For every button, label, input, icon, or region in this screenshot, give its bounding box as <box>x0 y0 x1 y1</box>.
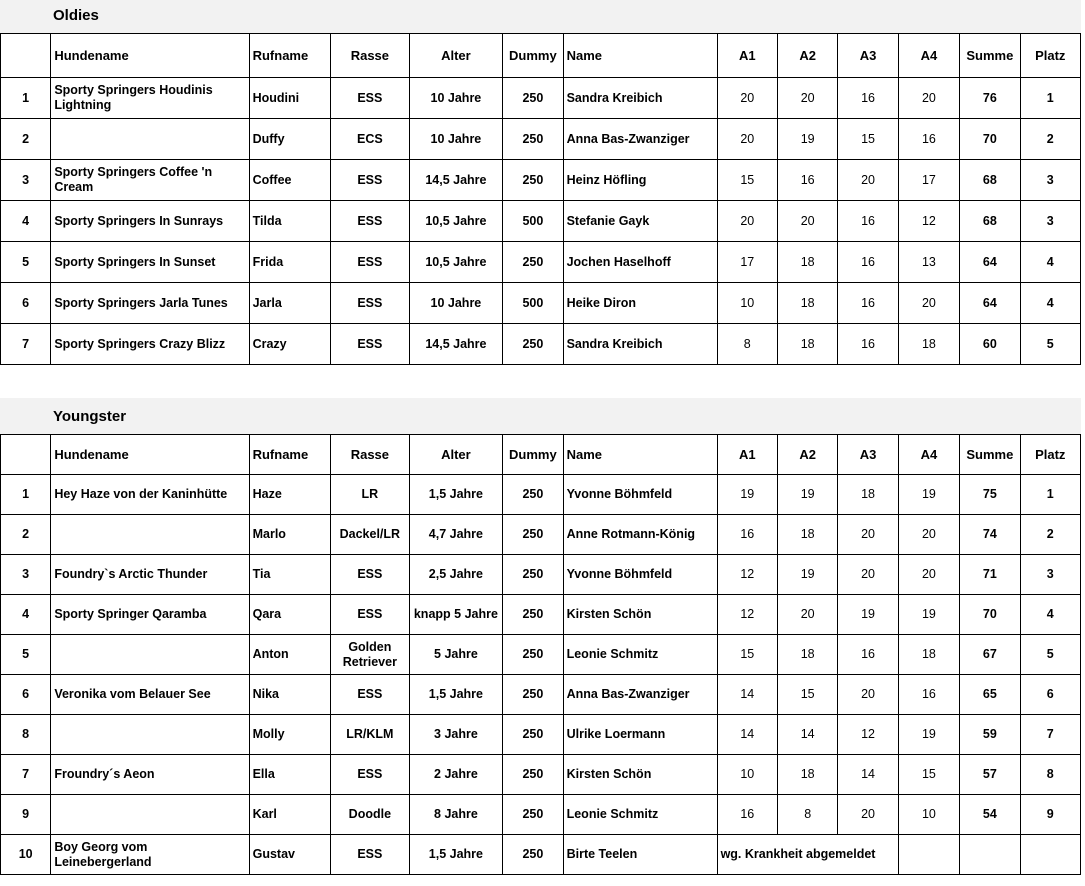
cell-rufname: Coffee <box>249 160 331 201</box>
cell-a4: 15 <box>898 755 959 795</box>
cell-rasse: ESS <box>331 835 410 875</box>
table-row <box>1 242 1081 283</box>
column-header: Alter <box>409 34 503 78</box>
youngster-table <box>0 434 1081 875</box>
column-header: Dummy <box>503 435 563 475</box>
cell-a3: 16 <box>838 635 898 675</box>
cell-rasse: Dackel/LR <box>331 515 410 555</box>
column-header <box>1 435 51 475</box>
cell-a3: 20 <box>838 515 898 555</box>
cell-rufname: Tia <box>249 555 331 595</box>
cell-a2: 18 <box>777 515 837 555</box>
cell-a1: 15 <box>717 160 777 201</box>
cell-rasse: ESS <box>331 324 410 365</box>
cell-rasse: ESS <box>331 201 410 242</box>
column-header: A2 <box>777 435 837 475</box>
cell-rufname: Qara <box>249 595 331 635</box>
cell-nr: 7 <box>1 324 51 365</box>
cell-a4: 20 <box>898 515 959 555</box>
header-row <box>1 34 1081 78</box>
cell-a4: 17 <box>898 160 959 201</box>
cell-name: Kirsten Schön <box>563 595 717 635</box>
table-row <box>1 635 1081 675</box>
cell-hundename <box>51 715 249 755</box>
cell-alter: 10 Jahre <box>409 119 503 160</box>
table-row <box>1 675 1081 715</box>
cell-dummy: 250 <box>503 160 563 201</box>
cell-platz: 7 <box>1020 715 1080 755</box>
cell-summe: 65 <box>960 675 1020 715</box>
table-row <box>1 835 1081 875</box>
column-header: Platz <box>1020 435 1080 475</box>
table-row <box>1 119 1081 160</box>
cell-name: Yvonne Böhmfeld <box>563 475 717 515</box>
cell-nr: 4 <box>1 595 51 635</box>
cell-platz: 3 <box>1020 201 1080 242</box>
cell-hundename: Sporty Springers Houdinis Lightning <box>51 78 249 119</box>
cell-alter: 10 Jahre <box>409 78 503 119</box>
cell-summe: 64 <box>960 242 1020 283</box>
table-row <box>1 324 1081 365</box>
cell-dummy: 250 <box>503 635 563 675</box>
cell-alter: 10,5 Jahre <box>409 242 503 283</box>
cell-a2: 19 <box>777 555 837 595</box>
column-header: A3 <box>838 435 898 475</box>
cell-hundename: Froundry´s Aeon <box>51 755 249 795</box>
table-row <box>1 78 1081 119</box>
cell-a2: 8 <box>777 795 837 835</box>
cell-a1: 20 <box>717 78 777 119</box>
cell-a1: 10 <box>717 283 777 324</box>
cell-hundename <box>51 635 249 675</box>
column-header: A4 <box>898 34 959 78</box>
cell-a2: 18 <box>777 755 837 795</box>
cell-summe: 60 <box>960 324 1020 365</box>
table-row <box>1 283 1081 324</box>
cell-rufname: Molly <box>249 715 331 755</box>
cell-dummy: 500 <box>503 283 563 324</box>
cell-a3: 20 <box>838 160 898 201</box>
cell-rasse: ESS <box>331 675 410 715</box>
column-header: Summe <box>960 435 1020 475</box>
cell-a3: 14 <box>838 755 898 795</box>
cell-a2: 20 <box>777 201 837 242</box>
cell-a2: 19 <box>777 119 837 160</box>
cell-nr: 4 <box>1 201 51 242</box>
cell-rufname: Haze <box>249 475 331 515</box>
cell-a4: 18 <box>898 324 959 365</box>
cell-a2: 18 <box>777 324 837 365</box>
cell-alter: 1,5 Jahre <box>409 835 503 875</box>
cell-a4: 20 <box>898 283 959 324</box>
cell-name: Anne Rotmann-König <box>563 515 717 555</box>
cell-platz: 5 <box>1020 635 1080 675</box>
column-header: Alter <box>409 435 503 475</box>
column-header: Name <box>563 435 717 475</box>
cell-hundename: Veronika vom Belauer See <box>51 675 249 715</box>
cell-name: Anna Bas-Zwanziger <box>563 119 717 160</box>
cell-hundename: Sporty Springers Coffee 'n Cream <box>51 160 249 201</box>
cell-a1: 12 <box>717 555 777 595</box>
cell-name: Heike Diron <box>563 283 717 324</box>
cell-rufname: Houdini <box>249 78 331 119</box>
cell-a4: 19 <box>898 715 959 755</box>
cell-a4: 13 <box>898 242 959 283</box>
cell-nr: 1 <box>1 78 51 119</box>
oldies-title: Oldies <box>53 7 99 24</box>
header-row <box>1 435 1081 475</box>
cell-a4: 20 <box>898 555 959 595</box>
cell-dummy: 250 <box>503 78 563 119</box>
cell-rufname: Frida <box>249 242 331 283</box>
cell-a1: 15 <box>717 635 777 675</box>
cell-a3: 15 <box>838 119 898 160</box>
cell-name: Ulrike Loermann <box>563 715 717 755</box>
cell-name: Birte Teelen <box>563 835 717 875</box>
column-header: Summe <box>960 34 1020 78</box>
cell-platz: 2 <box>1020 119 1080 160</box>
cell-hundename: Sporty Springers Crazy Blizz <box>51 324 249 365</box>
cell-nr: 2 <box>1 119 51 160</box>
cell-platz: 1 <box>1020 78 1080 119</box>
cell-nr: 6 <box>1 675 51 715</box>
cell-rufname: Crazy <box>249 324 331 365</box>
cell-alter: 4,7 Jahre <box>409 515 503 555</box>
cell-platz: 5 <box>1020 324 1080 365</box>
cell-a1: 14 <box>717 675 777 715</box>
column-header: A2 <box>777 34 837 78</box>
cell-rasse: Golden Retriever <box>331 635 410 675</box>
cell-a3: 16 <box>838 242 898 283</box>
cell-platz: 1 <box>1020 475 1080 515</box>
cell-a4: 19 <box>898 595 959 635</box>
cell-rufname: Karl <box>249 795 331 835</box>
table-row <box>1 595 1081 635</box>
cell-dummy: 250 <box>503 795 563 835</box>
column-header <box>1 34 51 78</box>
youngster-header-band <box>0 398 1081 434</box>
cell-hundename <box>51 795 249 835</box>
cell-a2: 16 <box>777 160 837 201</box>
cell-hundename: Sporty Springers Jarla Tunes <box>51 283 249 324</box>
cell-a2: 20 <box>777 595 837 635</box>
column-header: Rasse <box>331 34 410 78</box>
cell-rasse: ESS <box>331 595 410 635</box>
cell-alter: 2,5 Jahre <box>409 555 503 595</box>
cell-nr: 3 <box>1 555 51 595</box>
withdrawal-note: wg. Krankheit abgemeldet <box>717 835 777 875</box>
cell-rufname: Marlo <box>249 515 331 555</box>
cell-summe: 54 <box>960 795 1020 835</box>
column-header: A1 <box>717 34 777 78</box>
cell-rufname: Gustav <box>249 835 331 875</box>
cell-a3: 20 <box>838 675 898 715</box>
cell-a4: 19 <box>898 475 959 515</box>
table-row <box>1 201 1081 242</box>
column-header: Dummy <box>503 34 563 78</box>
cell-rufname: Ella <box>249 755 331 795</box>
table-row <box>1 515 1081 555</box>
cell-dummy: 500 <box>503 201 563 242</box>
cell-a3: 16 <box>838 201 898 242</box>
cell-summe: 70 <box>960 119 1020 160</box>
cell-platz: 4 <box>1020 595 1080 635</box>
table-row <box>1 755 1081 795</box>
cell-rasse: ESS <box>331 555 410 595</box>
cell-summe: 68 <box>960 201 1020 242</box>
cell-dummy: 250 <box>503 595 563 635</box>
cell-a1: 16 <box>717 795 777 835</box>
cell-platz: 4 <box>1020 242 1080 283</box>
cell-nr: 7 <box>1 755 51 795</box>
cell-platz <box>1020 835 1080 875</box>
column-header: Hundename <box>51 34 249 78</box>
cell-a1: 19 <box>717 475 777 515</box>
column-header: Hundename <box>51 435 249 475</box>
cell-dummy: 250 <box>503 119 563 160</box>
oldies-header-band <box>0 0 1081 33</box>
cell-name: Sandra Kreibich <box>563 78 717 119</box>
cell-name: Jochen Haselhoff <box>563 242 717 283</box>
cell-a4: 18 <box>898 635 959 675</box>
cell-name: Leonie Schmitz <box>563 635 717 675</box>
cell-a3: 12 <box>838 715 898 755</box>
table-row <box>1 795 1081 835</box>
cell-a1: 17 <box>717 242 777 283</box>
cell-name: Heinz Höfling <box>563 160 717 201</box>
cell-a3: 16 <box>838 78 898 119</box>
cell-a1: 20 <box>717 119 777 160</box>
cell-a3: 20 <box>838 555 898 595</box>
cell-dummy: 250 <box>503 242 563 283</box>
table-row <box>1 475 1081 515</box>
cell-alter: 5 Jahre <box>409 635 503 675</box>
cell-dummy: 250 <box>503 675 563 715</box>
cell-dummy: 250 <box>503 835 563 875</box>
cell-a2: 14 <box>777 715 837 755</box>
cell-a4: 16 <box>898 119 959 160</box>
cell-a1: 16 <box>717 515 777 555</box>
cell-rasse: ESS <box>331 283 410 324</box>
cell-a3: 16 <box>838 324 898 365</box>
cell-rasse: ECS <box>331 119 410 160</box>
cell-a2: 18 <box>777 283 837 324</box>
cell-a1: 8 <box>717 324 777 365</box>
cell-alter: 2 Jahre <box>409 755 503 795</box>
cell-hundename <box>51 119 249 160</box>
cell-platz: 3 <box>1020 160 1080 201</box>
column-header: Rasse <box>331 435 410 475</box>
cell-a4: 10 <box>898 795 959 835</box>
cell-alter: 10 Jahre <box>409 283 503 324</box>
cell-dummy: 250 <box>503 555 563 595</box>
cell-platz: 2 <box>1020 515 1080 555</box>
cell-nr: 6 <box>1 283 51 324</box>
cell-a2: 15 <box>777 675 837 715</box>
cell-name: Leonie Schmitz <box>563 795 717 835</box>
cell-rufname: Jarla <box>249 283 331 324</box>
cell-dummy: 250 <box>503 324 563 365</box>
cell-nr: 9 <box>1 795 51 835</box>
cell-rufname: Nika <box>249 675 331 715</box>
cell-a1: 20 <box>717 201 777 242</box>
cell-a4: 12 <box>898 201 959 242</box>
cell-alter: 10,5 Jahre <box>409 201 503 242</box>
cell-summe: 57 <box>960 755 1020 795</box>
cell-a4 <box>898 835 959 875</box>
cell-a3: 16 <box>838 283 898 324</box>
cell-dummy: 250 <box>503 715 563 755</box>
cell-rasse: Doodle <box>331 795 410 835</box>
cell-summe: 70 <box>960 595 1020 635</box>
column-header: Platz <box>1020 34 1080 78</box>
cell-name: Kirsten Schön <box>563 755 717 795</box>
cell-a3: 20 <box>838 795 898 835</box>
cell-a3: 19 <box>838 595 898 635</box>
cell-a4: 20 <box>898 78 959 119</box>
cell-a2: 18 <box>777 242 837 283</box>
column-header: Rufname <box>249 435 331 475</box>
cell-alter: 1,5 Jahre <box>409 675 503 715</box>
cell-alter: 8 Jahre <box>409 795 503 835</box>
cell-a2: 20 <box>777 78 837 119</box>
cell-rufname: Tilda <box>249 201 331 242</box>
cell-summe: 68 <box>960 160 1020 201</box>
youngster-title: Youngster <box>53 408 127 425</box>
cell-alter: 1,5 Jahre <box>409 475 503 515</box>
cell-nr: 3 <box>1 160 51 201</box>
cell-hundename: Foundry`s Arctic Thunder <box>51 555 249 595</box>
cell-nr: 8 <box>1 715 51 755</box>
cell-alter: knapp 5 Jahre <box>409 595 503 635</box>
cell-name: Sandra Kreibich <box>563 324 717 365</box>
cell-rasse: ESS <box>331 78 410 119</box>
cell-hundename: Boy Georg vom Leinebergerland <box>51 835 249 875</box>
cell-platz: 4 <box>1020 283 1080 324</box>
cell-summe: 67 <box>960 635 1020 675</box>
cell-a4: 16 <box>898 675 959 715</box>
cell-a1: 14 <box>717 715 777 755</box>
cell-rasse: LR/KLM <box>331 715 410 755</box>
cell-a3: 18 <box>838 475 898 515</box>
cell-dummy: 250 <box>503 515 563 555</box>
cell-dummy: 250 <box>503 475 563 515</box>
cell-nr: 2 <box>1 515 51 555</box>
cell-summe: 59 <box>960 715 1020 755</box>
cell-hundename: Sporty Springers In Sunrays <box>51 201 249 242</box>
cell-rufname: Anton <box>249 635 331 675</box>
cell-hundename: Sporty Springers In Sunset <box>51 242 249 283</box>
cell-dummy: 250 <box>503 755 563 795</box>
table-row <box>1 715 1081 755</box>
cell-a2: 19 <box>777 475 837 515</box>
cell-rasse: ESS <box>331 755 410 795</box>
cell-nr: 10 <box>1 835 51 875</box>
cell-a2: 18 <box>777 635 837 675</box>
cell-hundename: Sporty Springer Qaramba <box>51 595 249 635</box>
cell-rufname: Duffy <box>249 119 331 160</box>
cell-a1: 12 <box>717 595 777 635</box>
cell-platz: 8 <box>1020 755 1080 795</box>
column-header: Name <box>563 34 717 78</box>
cell-platz: 9 <box>1020 795 1080 835</box>
column-header: A4 <box>898 435 959 475</box>
table-row <box>1 555 1081 595</box>
column-header: A1 <box>717 435 777 475</box>
cell-summe: 64 <box>960 283 1020 324</box>
table-row <box>1 160 1081 201</box>
cell-nr: 5 <box>1 242 51 283</box>
cell-hundename <box>51 515 249 555</box>
cell-platz: 6 <box>1020 675 1080 715</box>
cell-rasse: ESS <box>331 242 410 283</box>
cell-rasse: ESS <box>331 160 410 201</box>
cell-summe: 74 <box>960 515 1020 555</box>
cell-name: Anna Bas-Zwanziger <box>563 675 717 715</box>
column-header: A3 <box>838 34 898 78</box>
cell-summe: 75 <box>960 475 1020 515</box>
cell-nr: 1 <box>1 475 51 515</box>
cell-name: Yvonne Böhmfeld <box>563 555 717 595</box>
column-header: Rufname <box>249 34 331 78</box>
cell-nr: 5 <box>1 635 51 675</box>
cell-a1: 10 <box>717 755 777 795</box>
cell-summe: 71 <box>960 555 1020 595</box>
cell-rasse: LR <box>331 475 410 515</box>
cell-name: Stefanie Gayk <box>563 201 717 242</box>
cell-summe: 76 <box>960 78 1020 119</box>
cell-hundename: Hey Haze von der Kaninhütte <box>51 475 249 515</box>
oldies-table <box>0 33 1081 365</box>
cell-summe <box>960 835 1020 875</box>
cell-platz: 3 <box>1020 555 1080 595</box>
cell-alter: 14,5 Jahre <box>409 324 503 365</box>
cell-alter: 14,5 Jahre <box>409 160 503 201</box>
cell-alter: 3 Jahre <box>409 715 503 755</box>
